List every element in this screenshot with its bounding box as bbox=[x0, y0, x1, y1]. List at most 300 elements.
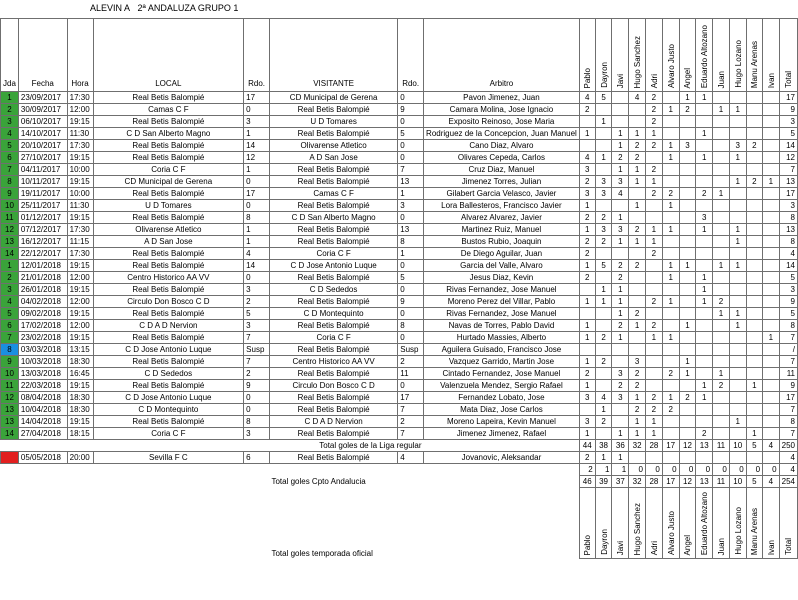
cup-total-row bbox=[1, 476, 798, 488]
header-jda: Jda bbox=[1, 19, 19, 92]
player-goals-cell: 2 bbox=[595, 356, 612, 368]
away-team-cell: CD Municipal de Gerena bbox=[269, 92, 397, 104]
liga-total-goals-cell: 38 bbox=[595, 440, 612, 452]
matchday-cell: 11 bbox=[1, 380, 19, 392]
matchday-cell: 10 bbox=[1, 200, 19, 212]
player-goals-cell: 1 bbox=[662, 260, 679, 272]
player-goals-cell bbox=[579, 308, 595, 320]
player-goals-cell bbox=[713, 92, 730, 104]
match-row bbox=[1, 416, 798, 428]
player-goals-cell bbox=[679, 380, 696, 392]
match-row bbox=[1, 152, 798, 164]
player-goals-cell bbox=[646, 272, 663, 284]
player-goals-cell: 2 bbox=[679, 104, 696, 116]
liga-total-goals-cell: 4 bbox=[763, 440, 779, 452]
matchday-cell: 3 bbox=[1, 284, 19, 296]
player-goals-cell bbox=[662, 164, 679, 176]
player-goals-cell bbox=[713, 332, 730, 344]
match-row bbox=[1, 176, 798, 188]
cup-total-goals-cell: 28 bbox=[646, 476, 663, 488]
row-total-cell: 3 bbox=[779, 284, 797, 296]
home-score-cell: 17 bbox=[244, 188, 270, 200]
home-score-cell: 1 bbox=[244, 128, 270, 140]
player-goals-cell bbox=[729, 284, 746, 296]
away-team-cell: Real Betis Balompié bbox=[269, 428, 397, 440]
player-goals-cell bbox=[729, 296, 746, 308]
matchday-cell: 13 bbox=[1, 416, 19, 428]
empty-cell bbox=[67, 488, 93, 559]
row-total-cell: 9 bbox=[779, 296, 797, 308]
time-cell: 19:15 bbox=[67, 260, 93, 272]
player-goals-cell bbox=[662, 92, 679, 104]
home-score-cell: 1 bbox=[244, 236, 270, 248]
header-player-label: Hugo Sanchez bbox=[633, 35, 643, 88]
player-goals-cell: 1 bbox=[696, 284, 713, 296]
player-goals-cell: 1 bbox=[595, 404, 612, 416]
matchday-cell: 5 bbox=[1, 308, 19, 320]
player-goals-cell bbox=[696, 248, 713, 260]
away-team-cell: C D San Alberto Magno bbox=[269, 212, 397, 224]
player-goals-cell bbox=[696, 332, 713, 344]
player-goals-cell bbox=[713, 128, 730, 140]
cup-sum-goals-cell: 0 bbox=[679, 464, 696, 476]
player-goals-cell bbox=[763, 320, 779, 332]
season-total-row bbox=[1, 488, 798, 559]
date-cell: 10/11/2017 bbox=[18, 176, 67, 188]
player-goals-cell: 2 bbox=[646, 116, 663, 128]
footer-player-header bbox=[662, 488, 679, 559]
player-goals-cell: 1 bbox=[646, 416, 663, 428]
date-cell: 19/11/2017 bbox=[18, 188, 67, 200]
home-team-cell: C D Sededos bbox=[93, 368, 244, 380]
empty-cell bbox=[398, 464, 424, 476]
footer-player-header bbox=[629, 488, 646, 559]
home-score-cell: 0 bbox=[244, 272, 270, 284]
player-goals-cell bbox=[679, 404, 696, 416]
player-goals-cell bbox=[729, 332, 746, 344]
player-goals-cell bbox=[662, 380, 679, 392]
referee-cell: Jimenez Jimenez, Rafael bbox=[424, 428, 580, 440]
row-total-cell: 14 bbox=[779, 260, 797, 272]
cup-sum-goals-cell: 0 bbox=[696, 464, 713, 476]
player-goals-cell bbox=[763, 224, 779, 236]
row-total-cell: 11 bbox=[779, 368, 797, 380]
footer-player-header bbox=[696, 488, 713, 559]
player-goals-cell bbox=[612, 344, 629, 356]
player-goals-cell bbox=[696, 164, 713, 176]
player-goals-cell: 1 bbox=[679, 368, 696, 380]
time-cell: 13:15 bbox=[67, 344, 93, 356]
row-total-cell: 7 bbox=[779, 356, 797, 368]
player-goals-cell bbox=[713, 428, 730, 440]
away-score-cell: 8 bbox=[398, 320, 424, 332]
home-team-cell: Real Betis Balompié bbox=[93, 92, 244, 104]
player-goals-cell bbox=[595, 164, 612, 176]
player-goals-cell: 1 bbox=[729, 236, 746, 248]
player-goals-cell bbox=[662, 308, 679, 320]
player-goals-cell: 1 bbox=[662, 152, 679, 164]
empty-cell bbox=[93, 476, 244, 488]
home-score-cell: 2 bbox=[244, 368, 270, 380]
matchday-cell bbox=[1, 452, 19, 464]
player-goals-cell bbox=[746, 272, 762, 284]
row-total-cell: 13 bbox=[779, 176, 797, 188]
header-fecha: Fecha bbox=[18, 19, 67, 92]
player-goals-cell bbox=[746, 356, 762, 368]
referee-cell: Martinez Ruiz, Manuel bbox=[424, 224, 580, 236]
player-goals-cell: 2 bbox=[662, 368, 679, 380]
player-goals-cell: 1 bbox=[696, 128, 713, 140]
match-row bbox=[1, 128, 798, 140]
time-cell: 18:15 bbox=[67, 428, 93, 440]
empty-cell bbox=[67, 476, 93, 488]
cup-sum-goals-cell: 0 bbox=[763, 464, 779, 476]
empty-cell bbox=[424, 440, 580, 452]
away-team-cell: Real Betis Balompié bbox=[269, 176, 397, 188]
player-goals-cell: 1 bbox=[696, 224, 713, 236]
player-goals-cell: 2 bbox=[595, 332, 612, 344]
player-goals-cell: 1 bbox=[662, 332, 679, 344]
date-cell: 23/09/2017 bbox=[18, 92, 67, 104]
player-goals-cell: 1 bbox=[595, 116, 612, 128]
player-goals-cell bbox=[763, 272, 779, 284]
player-goals-cell: 1 bbox=[579, 200, 595, 212]
player-goals-cell bbox=[746, 92, 762, 104]
player-goals-cell bbox=[646, 344, 663, 356]
header-player bbox=[746, 19, 762, 92]
away-score-cell: 8 bbox=[398, 236, 424, 248]
away-team-cell: Real Betis Balompié bbox=[269, 224, 397, 236]
player-goals-cell bbox=[679, 176, 696, 188]
header-player bbox=[612, 19, 629, 92]
header-player bbox=[713, 19, 730, 92]
player-goals-cell bbox=[629, 104, 646, 116]
home-team-cell: Real Betis Balompié bbox=[93, 116, 244, 128]
player-goals-cell: 4 bbox=[612, 188, 629, 200]
row-total-cell: 8 bbox=[779, 416, 797, 428]
matchday-cell: 5 bbox=[1, 140, 19, 152]
player-goals-cell bbox=[679, 416, 696, 428]
player-goals-cell: 4 bbox=[595, 392, 612, 404]
away-team-cell: Real Betis Balompié bbox=[269, 200, 397, 212]
time-cell: 17:30 bbox=[67, 224, 93, 236]
player-goals-cell: 1 bbox=[662, 296, 679, 308]
player-goals-cell bbox=[696, 368, 713, 380]
away-team-cell: Real Betis Balompié bbox=[269, 344, 397, 356]
date-cell: 22/12/2017 bbox=[18, 248, 67, 260]
empty-cell bbox=[1, 440, 19, 452]
header-total bbox=[779, 19, 797, 92]
player-goals-cell: 1 bbox=[729, 416, 746, 428]
player-goals-cell: 2 bbox=[662, 404, 679, 416]
time-cell: 19:15 bbox=[67, 332, 93, 344]
away-team-cell: Real Betis Balompié bbox=[269, 296, 397, 308]
cup-sum-goals-cell: 0 bbox=[662, 464, 679, 476]
player-goals-cell bbox=[696, 116, 713, 128]
player-goals-cell bbox=[662, 248, 679, 260]
match-row bbox=[1, 200, 798, 212]
away-team-cell: Circulo Don Bosco C D bbox=[269, 380, 397, 392]
player-goals-cell bbox=[713, 416, 730, 428]
player-goals-cell bbox=[729, 200, 746, 212]
cup-total-goals-cell: 4 bbox=[763, 476, 779, 488]
footer-player-header bbox=[612, 488, 629, 559]
matchday-cell: 7 bbox=[1, 332, 19, 344]
away-team-cell: Real Betis Balompié bbox=[269, 404, 397, 416]
cup-total-goals-cell: 17 bbox=[662, 476, 679, 488]
player-goals-cell: 1 bbox=[629, 320, 646, 332]
liga-total-goals-cell: 12 bbox=[679, 440, 696, 452]
player-goals-cell bbox=[662, 284, 679, 296]
away-score-cell: 11 bbox=[398, 368, 424, 380]
time-cell: 19:15 bbox=[67, 116, 93, 128]
player-goals-cell: 3 bbox=[729, 140, 746, 152]
player-goals-cell: 1 bbox=[729, 152, 746, 164]
cup-total-goals-cell: 11 bbox=[713, 476, 730, 488]
player-goals-cell bbox=[746, 368, 762, 380]
referee-cell: Hurtado Massies, Alberto bbox=[424, 332, 580, 344]
cup-total-cell: 254 bbox=[779, 476, 797, 488]
player-goals-cell: 1 bbox=[629, 176, 646, 188]
player-goals-cell: 1 bbox=[612, 128, 629, 140]
player-goals-cell bbox=[729, 344, 746, 356]
match-row bbox=[1, 92, 798, 104]
player-goals-cell: 2 bbox=[629, 404, 646, 416]
footer-player-header bbox=[779, 488, 797, 559]
player-goals-cell: 1 bbox=[629, 428, 646, 440]
player-goals-cell bbox=[629, 116, 646, 128]
player-goals-cell: 1 bbox=[696, 152, 713, 164]
player-goals-cell bbox=[679, 224, 696, 236]
player-goals-cell: 1 bbox=[612, 140, 629, 152]
home-score-cell: 12 bbox=[244, 152, 270, 164]
player-goals-cell: 1 bbox=[612, 236, 629, 248]
time-cell: 19:15 bbox=[67, 416, 93, 428]
empty-cell bbox=[1, 476, 19, 488]
matchday-cell: 12 bbox=[1, 224, 19, 236]
player-goals-cell: 1 bbox=[679, 260, 696, 272]
home-score-cell: 5 bbox=[244, 308, 270, 320]
player-goals-cell: 2 bbox=[612, 320, 629, 332]
footer-player-header bbox=[729, 488, 746, 559]
row-total-cell: 9 bbox=[779, 104, 797, 116]
time-cell: 19:15 bbox=[67, 152, 93, 164]
player-goals-cell: 2 bbox=[629, 224, 646, 236]
cup-total-goals-cell: 12 bbox=[679, 476, 696, 488]
match-row bbox=[1, 404, 798, 416]
home-score-cell: 1 bbox=[244, 164, 270, 176]
player-goals-cell bbox=[746, 212, 762, 224]
player-goals-cell: 1 bbox=[629, 128, 646, 140]
player-goals-cell: 1 bbox=[612, 296, 629, 308]
date-cell: 09/02/2018 bbox=[18, 308, 67, 320]
home-team-cell: Real Betis Balompié bbox=[93, 248, 244, 260]
home-score-cell: 0 bbox=[244, 404, 270, 416]
header-arbitro: Arbitro bbox=[424, 19, 580, 92]
player-goals-cell bbox=[646, 356, 663, 368]
player-goals-cell bbox=[729, 164, 746, 176]
player-goals-cell bbox=[729, 380, 746, 392]
player-goals-cell: 2 bbox=[646, 392, 663, 404]
header-player-label: Hugo Lozano bbox=[733, 40, 743, 88]
away-score-cell: 1 bbox=[398, 248, 424, 260]
player-goals-cell bbox=[679, 212, 696, 224]
player-goals-cell bbox=[763, 344, 779, 356]
empty-cell bbox=[244, 476, 270, 488]
time-cell: 19:15 bbox=[67, 308, 93, 320]
player-goals-cell: 1 bbox=[713, 368, 730, 380]
player-goals-cell: 3 bbox=[595, 224, 612, 236]
liga-total-goals-cell: 10 bbox=[729, 440, 746, 452]
player-goals-cell bbox=[746, 404, 762, 416]
home-score-cell: 0 bbox=[244, 176, 270, 188]
player-goals-cell bbox=[729, 212, 746, 224]
date-cell: 03/03/2018 bbox=[18, 344, 67, 356]
player-goals-cell bbox=[746, 452, 762, 464]
player-goals-cell: 2 bbox=[713, 380, 730, 392]
cup-sum-goals-cell: 0 bbox=[729, 464, 746, 476]
row-total-cell: 3 bbox=[779, 200, 797, 212]
home-team-cell: Coria C F bbox=[93, 428, 244, 440]
match-row bbox=[1, 356, 798, 368]
player-goals-cell: 1 bbox=[579, 356, 595, 368]
home-score-cell: 7 bbox=[244, 356, 270, 368]
away-score-cell: 13 bbox=[398, 176, 424, 188]
player-goals-cell: 1 bbox=[763, 176, 779, 188]
player-goals-cell: 2 bbox=[579, 104, 595, 116]
matchday-cell: 12 bbox=[1, 392, 19, 404]
player-goals-cell bbox=[679, 332, 696, 344]
player-goals-cell: 3 bbox=[612, 224, 629, 236]
time-cell: 18:30 bbox=[67, 392, 93, 404]
matchday-cell: 2 bbox=[1, 272, 19, 284]
sheet-title bbox=[90, 3, 238, 13]
player-goals-cell bbox=[612, 248, 629, 260]
player-goals-cell bbox=[679, 152, 696, 164]
time-cell: 12:00 bbox=[67, 272, 93, 284]
player-goals-cell: 1 bbox=[612, 164, 629, 176]
cup-sum-goals-cell: 1 bbox=[595, 464, 612, 476]
player-goals-cell: 1 bbox=[579, 320, 595, 332]
header-player-label: Dayron bbox=[599, 62, 609, 88]
player-goals-cell bbox=[763, 140, 779, 152]
footer-player-label: Ivan bbox=[766, 539, 776, 555]
home-team-cell: Real Betis Balompié bbox=[93, 308, 244, 320]
player-goals-cell bbox=[746, 164, 762, 176]
player-goals-cell bbox=[763, 428, 779, 440]
empty-cell bbox=[93, 440, 244, 452]
player-goals-cell: 1 bbox=[629, 416, 646, 428]
player-goals-cell bbox=[646, 368, 663, 380]
time-cell: 20:00 bbox=[67, 452, 93, 464]
match-row bbox=[1, 104, 798, 116]
header-rdo-visitante: Rdo. bbox=[398, 19, 424, 92]
date-cell: 22/03/2018 bbox=[18, 380, 67, 392]
referee-cell: Cruz Diaz, Manuel bbox=[424, 164, 580, 176]
player-goals-cell bbox=[679, 344, 696, 356]
player-goals-cell: 2 bbox=[696, 188, 713, 200]
player-goals-cell bbox=[713, 248, 730, 260]
player-goals-cell: 1 bbox=[696, 296, 713, 308]
matchday-cell: 8 bbox=[1, 176, 19, 188]
match-row bbox=[1, 380, 798, 392]
header-player bbox=[729, 19, 746, 92]
away-team-cell: Coria C F bbox=[269, 332, 397, 344]
player-goals-cell: 1 bbox=[662, 392, 679, 404]
player-goals-cell: 1 bbox=[662, 200, 679, 212]
referee-cell: Navas de Torres, Pablo David bbox=[424, 320, 580, 332]
header-player bbox=[646, 19, 663, 92]
home-team-cell: Real Betis Balompié bbox=[93, 416, 244, 428]
player-goals-cell: 3 bbox=[579, 188, 595, 200]
player-goals-cell bbox=[696, 176, 713, 188]
footer-player-label: Manu Arenas bbox=[750, 507, 760, 555]
cup-total-goals-cell: 39 bbox=[595, 476, 612, 488]
player-goals-cell bbox=[679, 248, 696, 260]
time-cell: 12:00 bbox=[67, 104, 93, 116]
footer-player-label: Angel bbox=[683, 534, 693, 555]
matchday-cell: 4 bbox=[1, 296, 19, 308]
player-goals-cell: 1 bbox=[579, 260, 595, 272]
row-total-cell: 14 bbox=[779, 140, 797, 152]
time-cell: 12:00 bbox=[67, 320, 93, 332]
player-goals-cell bbox=[746, 260, 762, 272]
player-goals-cell bbox=[746, 248, 762, 260]
footer-player-label: Hugo Sanchez bbox=[633, 502, 643, 555]
player-goals-cell bbox=[679, 164, 696, 176]
match-row bbox=[1, 308, 798, 320]
player-goals-cell bbox=[763, 200, 779, 212]
player-goals-cell: 2 bbox=[612, 380, 629, 392]
away-team-cell: Real Betis Balompié bbox=[269, 236, 397, 248]
player-goals-cell bbox=[629, 248, 646, 260]
row-total-cell: 7 bbox=[779, 428, 797, 440]
title-league: 2ª ANDALUZA GRUPO 1 bbox=[137, 3, 239, 13]
row-total-cell: 17 bbox=[779, 188, 797, 200]
player-goals-cell bbox=[763, 452, 779, 464]
cup-sum-goals-cell: 2 bbox=[579, 464, 595, 476]
player-goals-cell: 1 bbox=[746, 428, 762, 440]
referee-cell: Valenzuela Mendez, Sergio Rafael bbox=[424, 380, 580, 392]
home-score-cell: 3 bbox=[244, 284, 270, 296]
player-goals-cell bbox=[713, 320, 730, 332]
header-local: LOCAL bbox=[93, 19, 244, 92]
home-team-cell: Camas C F bbox=[93, 104, 244, 116]
empty-cell bbox=[93, 488, 244, 559]
match-row bbox=[1, 368, 798, 380]
player-goals-cell bbox=[595, 104, 612, 116]
away-score-cell: 17 bbox=[398, 392, 424, 404]
player-goals-cell bbox=[763, 284, 779, 296]
away-score-cell: 0 bbox=[398, 116, 424, 128]
empty-cell bbox=[269, 464, 397, 476]
date-cell: 04/11/2017 bbox=[18, 164, 67, 176]
player-goals-cell: 1 bbox=[629, 200, 646, 212]
referee-cell: Moreno Lapeira, Kevin Manuel bbox=[424, 416, 580, 428]
player-goals-cell bbox=[595, 368, 612, 380]
time-cell: 16:45 bbox=[67, 368, 93, 380]
player-goals-cell: 1 bbox=[646, 224, 663, 236]
away-team-cell: Real Betis Balompié bbox=[269, 320, 397, 332]
home-team-cell: Real Betis Balompié bbox=[93, 380, 244, 392]
empty-cell bbox=[18, 476, 67, 488]
time-cell: 18:30 bbox=[67, 356, 93, 368]
away-score-cell: Susp bbox=[398, 344, 424, 356]
cup-total-goals-cell: 46 bbox=[579, 476, 595, 488]
player-goals-cell bbox=[662, 452, 679, 464]
player-goals-cell bbox=[629, 332, 646, 344]
player-goals-cell: 2 bbox=[579, 368, 595, 380]
